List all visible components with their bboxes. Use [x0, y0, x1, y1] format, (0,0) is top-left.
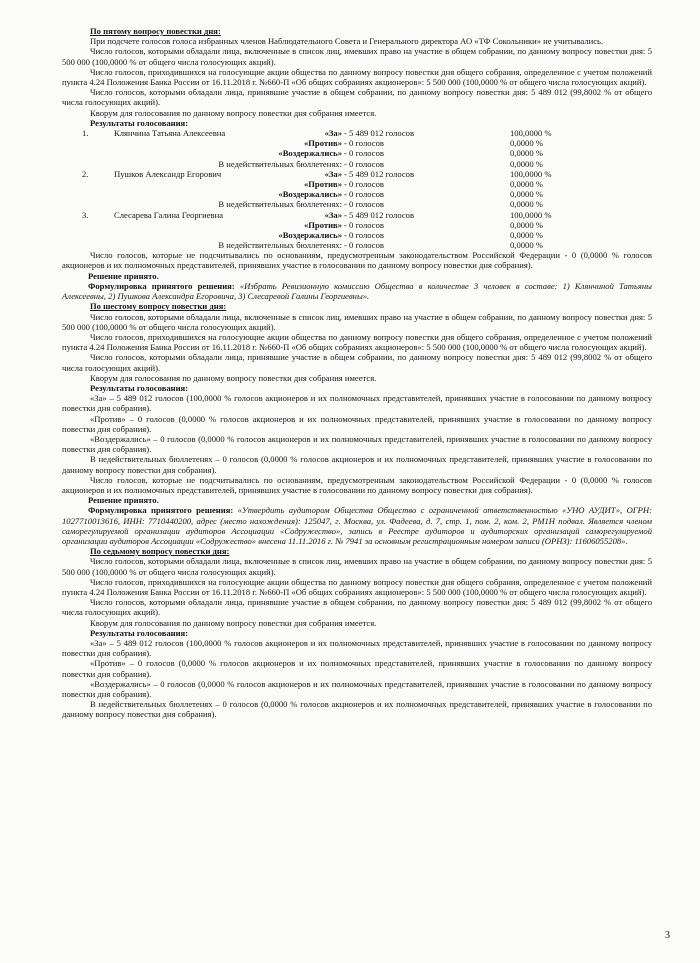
vote-label: В недействительных бюллетенях:	[218, 199, 342, 210]
q5-formulation-text: «Избрать Ревизионную комиссию Общества в количестве 3 человек в составе: 1) Клянчиной Татьяны Алексеевны, 2) Пушкова Александра Егоровича, 3) Слесаревой Галины Георгиевны».	[62, 280, 652, 302]
vote-percent: 100,0000 %	[510, 209, 552, 220]
vote-value: - 0 голосов	[344, 178, 384, 189]
vote-label: «За»	[324, 128, 342, 139]
vote-percent: 0,0000 %	[510, 138, 543, 149]
table-row	[62, 240, 652, 250]
q6-paragraph-2: Число голосов, которыми обладали лица, включенные в список лиц, имевших право на участие в общем собрании, по данному вопросу повестки дня: 5 500 000 (100,0000 % от общего числа голосующих акций).	[62, 311, 652, 332]
q5-formulation	[62, 281, 652, 301]
vote-percent: 100,0000 %	[510, 168, 552, 179]
q6-decision: Решение принято.	[88, 495, 159, 506]
vote-label: «Воздержались»	[278, 189, 342, 200]
table-row	[62, 138, 652, 148]
table-row	[62, 210, 652, 220]
q5-heading: По пятому вопросу повестки дня:	[90, 26, 221, 36]
vote-percent: 0,0000 %	[510, 178, 543, 189]
vote-label: «За»	[324, 168, 342, 179]
candidate-name: Клянчина Татьяна Алексеевна	[114, 128, 226, 139]
q7-result-invalid: В недействительных бюллетенях – 0 голосов (0,0000 % голосов акционеров и их полномочных представителей, принявших участие в голосовании по данному вопросу повестки дня собрания).	[62, 699, 652, 720]
table-row	[62, 159, 652, 169]
q5-not-counted: Число голосов, которые не подсчитывались по основаниям, предусмотренным законодательством Российской Федерации - 0 (0,0000 % голосов акционеров и их полномочных представителей, принявших участие в голосовании по данному вопросу повестки дня собрания).	[62, 250, 652, 271]
table-row	[62, 128, 652, 138]
q6-result-vozderzhalis: «Воздержались» – 0 голосов (0,0000 % голосов акционеров и их полномочных представителей, принявших участие в голосовании по данному вопросу повестки дня собрания).	[62, 433, 652, 455]
candidate-number: 1.	[82, 128, 89, 139]
document-page	[62, 26, 652, 720]
vote-label: «За»	[324, 209, 342, 220]
vote-value: - 0 голосов	[344, 240, 384, 251]
q6-result-za: «За» – 5 489 012 голосов (100,0000 % голосов акционеров и их полномочных представителей, принявших участие в голосовании по данному вопросу повестки дня собрания).	[62, 393, 652, 414]
q7-paragraph-2: Число голосов, которыми обладали лица, включенные в список лиц, имевших право на участие в общем собрании, по данному вопросу повестки дня: 5 500 000 (100,0000 % от общего числа голосующих акций).	[62, 556, 652, 577]
vote-percent: 100,0000 %	[510, 128, 552, 139]
vote-label: «Воздержались»	[278, 148, 342, 159]
q7-result-vozderzhalis: «Воздержались» – 0 голосов (0,0000 % голосов акционеров и их полномочных представителей, принявших участие в голосовании по данному вопросу повестки дня собрания).	[62, 678, 652, 700]
q6-paragraph-3: Число голосов, приходившихся на голосующие акции общества по данному вопросу повестки дня общего собрания, определенное с учетом положений пункта 4.24 Положения Банка России от 16.11.2018 г. №660-П «Об общих собраниях акционеров»: 5 500 000 (100,0000 % от общего числа голосующих акций).	[62, 331, 652, 353]
vote-value: - 0 голосов	[344, 158, 384, 169]
q5-results-label: Результаты голосования:	[90, 117, 189, 128]
vote-label: «Против»	[303, 178, 342, 189]
vote-value: - 5 489 012 голосов	[344, 168, 414, 179]
q5-paragraph-3: Число голосов, приходившихся на голосующие акции общества по данному вопросу повестки дня общего собрания, определенное с учетом положений пункта 4.24 Положения Банка России от 16.11.2018 г. №660-П «Об общих собраниях акционеров»: 5 500 000 (100,0000 % от общего числа голосующих акций).	[62, 66, 652, 88]
q5-paragraph-2: Число голосов, которыми обладали лица, включенные в список лиц, имевших право на участие в общем собрании, по данному вопросу повестки дня: 5 500 000 (100,0000 % от общего числа голосующих акций).	[62, 46, 652, 67]
q6-formulation-text: «Утвердить аудитором Общества Общество с ограниченной ответственностью «УНО АУДИТ», ОГРН: 1027710013616, ИНН: 7710440200, адрес (место нахождения): 125047, г. Москва, ул. Фадеева, д. 7, стр. 1, пом. 2, ком. 2, РМ1Н подвал. Является членом саморегулируемой организации аудиторов Ассоциации «Содружество», запись в Реестре аудиторов и аудиторских организаций саморегулируемой организации аудиторов Ассоциации «Содружество» внесена 11.11.2016 г. № 7941 за основным регистрационным номером записи (ОРНЗ): 11606055208».	[62, 505, 652, 546]
q6-heading: По шестому вопросу повестки дня:	[90, 301, 227, 312]
q6-result-protiv: «Против» – 0 голосов (0,0000 % голосов акционеров и их полномочных представителей, принявших участие в голосовании по данному вопросу повестки дня собрания).	[62, 413, 652, 434]
vote-percent: 0,0000 %	[510, 199, 543, 210]
q7-paragraph-3: Число голосов, приходившихся на голосующие акции общества по данному вопросу повестки дня общего собрания, определенное с учетом положений пункта 4.24 Положения Банка России от 16.11.2018 г. №660-П «Об общих собраниях акционеров»: 5 500 000 (100,0000 % от общего числа голосующих акций).	[62, 576, 652, 597]
table-row	[62, 148, 652, 158]
vote-value: - 5 489 012 голосов	[344, 209, 414, 220]
q5-paragraph-1: При подсчете голосов голоса избранных членов Наблюдательного Совета и Генерального директора АО «ТФ Сокольники» не учитывались.	[90, 36, 604, 47]
table-row	[62, 220, 652, 230]
q7-result-za: «За» – 5 489 012 голосов (100,0000 % голосов акционеров и их полномочных представителей, принявших участие в голосовании по данному вопросу повестки дня собрания).	[62, 638, 652, 659]
candidate-name: Пушков Александр Егорович	[114, 168, 222, 179]
vote-label: В недействительных бюллетенях:	[218, 240, 342, 251]
candidate-number: 2.	[82, 168, 89, 179]
table-row	[62, 169, 652, 179]
q6-formulation	[62, 505, 652, 546]
q5-paragraph-4: Число голосов, которыми обладали лица, принявшие участие в общем собрании, по данному вопросу повестки дня: 5 489 012 (99,8002 % от общего числа голосующих акций).	[62, 87, 652, 108]
vote-percent: 0,0000 %	[510, 219, 543, 230]
vote-value: - 0 голосов	[344, 229, 384, 240]
vote-label: «Против»	[303, 219, 342, 230]
q7-quorum: Кворум для голосования по данному вопросу повестки дня собрания имеется.	[90, 617, 377, 628]
vote-value: - 0 голосов	[344, 189, 384, 200]
q6-not-counted: Число голосов, которые не подсчитывались по основаниям, предусмотренным законодательством Российской Федерации - 0 (0,0000 % голосов акционеров и их полномочных представителей, принявших участие в голосовании по данному вопросу повестки дня собрания).	[62, 474, 652, 495]
q6-quorum: Кворум для голосования по данному вопросу повестки дня собрания имеется.	[90, 372, 377, 383]
vote-label: В недействительных бюллетенях:	[218, 158, 342, 169]
candidate-number: 3.	[82, 209, 89, 220]
q5-quorum: Кворум для голосования по данному вопросу повестки дня собрания имеется.	[90, 107, 377, 118]
q6-paragraph-4: Число голосов, которыми обладали лица, принявшие участие в общем собрании, по данному вопросу повестки дня: 5 489 012 (99,8002 % от общего числа голосующих акций).	[62, 352, 652, 373]
q7-heading: По седьмому вопросу повестки дня:	[90, 546, 230, 557]
vote-percent: 0,0000 %	[510, 229, 543, 240]
table-row	[62, 199, 652, 209]
q5-decision: Решение принято.	[88, 270, 159, 281]
q7-results-label: Результаты голосования:	[90, 627, 189, 638]
candidate-name: Слесарева Галина Георгиевна	[114, 209, 224, 220]
q5-results-table	[62, 128, 652, 250]
q6-results-label: Результаты голосования:	[90, 382, 189, 393]
vote-value: - 0 голосов	[344, 148, 384, 159]
vote-percent: 0,0000 %	[510, 189, 543, 200]
vote-percent: 0,0000 %	[510, 158, 543, 169]
vote-label: «Воздержались»	[278, 229, 342, 240]
table-row	[62, 230, 652, 240]
vote-value: - 0 голосов	[344, 219, 384, 230]
q6-result-invalid: В недействительных бюллетенях – 0 голосов (0,0000 % голосов акционеров и их полномочных представителей, принявших участие в голосовании по данному вопросу повестки дня собрания).	[62, 454, 652, 475]
q7-result-protiv: «Против» – 0 голосов (0,0000 % голосов акционеров и их полномочных представителей, принявших участие в голосовании по данному вопросу повестки дня собрания).	[62, 658, 652, 679]
q6-formulation-label: Формулировка принятого решения:	[88, 505, 234, 516]
table-row	[62, 189, 652, 199]
vote-value: - 5 489 012 голосов	[344, 128, 414, 139]
table-row	[62, 179, 652, 189]
q5-formulation-label: Формулировка принятого решения:	[88, 280, 235, 291]
page-number: 3	[665, 929, 670, 941]
vote-value: - 0 голосов	[344, 199, 384, 210]
vote-percent: 0,0000 %	[510, 240, 543, 251]
vote-percent: 0,0000 %	[510, 148, 543, 159]
vote-label: «Против»	[303, 138, 342, 149]
q7-paragraph-4: Число голосов, которыми обладали лица, принявшие участие в общем собрании, по данному вопросу повестки дня: 5 489 012 (99,8002 % от общего числа голосующих акций).	[62, 597, 652, 618]
vote-value: - 0 голосов	[344, 138, 384, 149]
